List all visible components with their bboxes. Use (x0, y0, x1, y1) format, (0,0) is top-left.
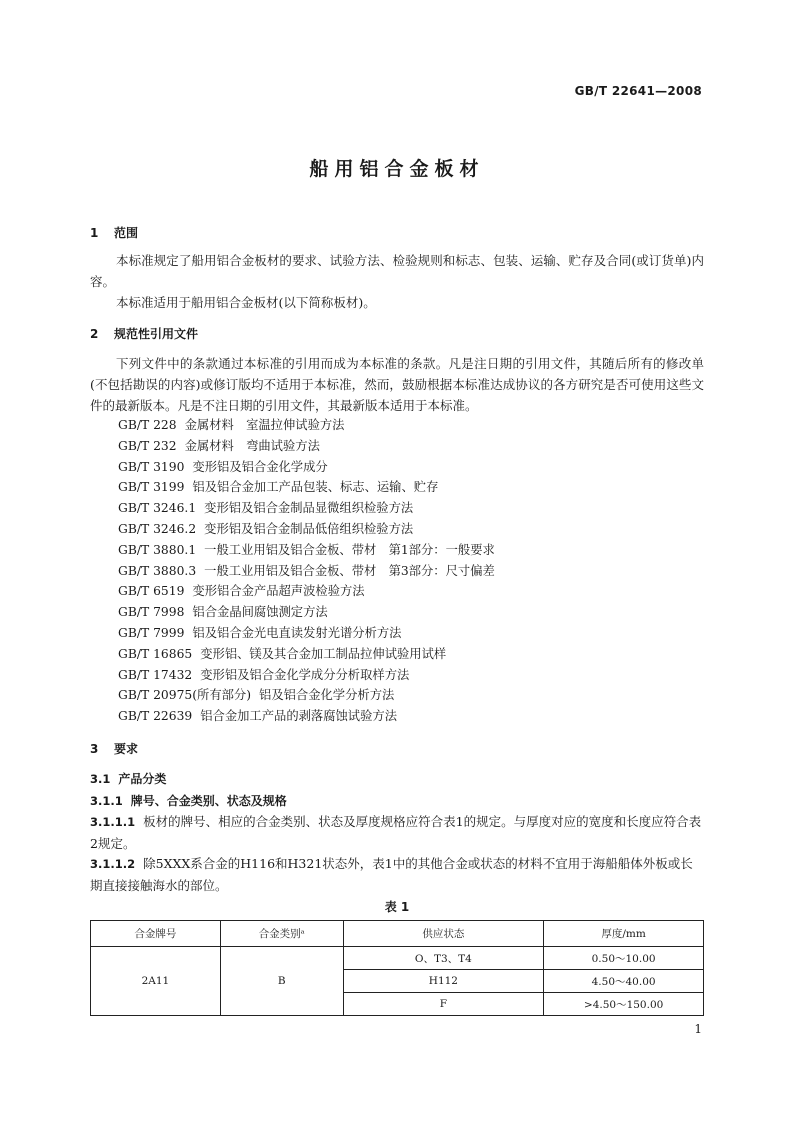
reference-code: GB/T 3190 (118, 459, 185, 474)
section-title: 规范性引用文件 (114, 327, 199, 341)
column-header: 供应状态 (343, 921, 544, 947)
column-header: 合金类别ᵃ (220, 921, 343, 947)
reference-item (118, 477, 495, 498)
supply-state-cell: H112 (343, 970, 544, 993)
reference-code: GB/T 16865 (118, 646, 193, 661)
clause-3-1 (90, 768, 704, 790)
thickness-cell: 0.50～10.00 (544, 947, 704, 970)
reference-item (118, 602, 495, 623)
page-number: 1 (694, 1022, 702, 1036)
reference-code: GB/T 3880.3 (118, 563, 197, 578)
clause-number: 3.1 (90, 772, 111, 786)
reference-item (118, 623, 495, 644)
reference-title: 变形铝及铝合金制品显微组织检验方法 (204, 501, 414, 516)
reference-title: 铝及铝合金光电直读发射光谱分析方法 (192, 625, 402, 640)
section-1-paragraph-1: 本标准规定了船用铝合金板材的要求、试验方法、检验规则和标志、包装、运输、贮存及合同(或订货单)内容。 (90, 253, 704, 289)
reference-title: 变形铝及铝合金化学成分分析取样方法 (200, 667, 410, 682)
reference-title: 铝及铝合金加工产品包装、标志、运输、贮存 (192, 480, 439, 495)
supply-state-cell: O、T3、T4 (343, 947, 544, 970)
table-header-row (91, 921, 704, 947)
reference-code: GB/T 232 (118, 438, 177, 453)
reference-title: 铝及铝合金化学分析方法 (259, 688, 395, 703)
section-2-intro: 下列文件中的条款通过本标准的引用而成为本标准的条款。凡是注日期的引用文件，其随后所有的修改单(不包括勘误的内容)或修订版均不适用于本标准，然而，鼓励根据本标准达成协议的各方研究是否可使用这些文件的最新版本。凡是不注日期的引用文件，其最新版本适用于本标准。 (90, 356, 704, 413)
supply-state-cell: F (343, 993, 544, 1016)
reference-item (118, 561, 495, 582)
reference-title: 金属材料 室温拉伸试验方法 (184, 418, 345, 432)
alloy-category-cell: B (220, 947, 343, 1016)
reference-title: 一般工业用铝及铝合金板、带材 第1部分：一般要求 (204, 542, 495, 557)
section-number: 2 (90, 327, 99, 341)
alloy-grade-cell: 2A11 (91, 947, 221, 1016)
reference-code: GB/T 3880.1 (118, 542, 197, 557)
reference-code: GB/T 7998 (118, 605, 185, 620)
reference-code: GB/T 228 (118, 418, 177, 432)
section-3-heading (90, 740, 138, 757)
reference-code: GB/T 3199 (118, 480, 185, 495)
reference-code: GB/T 7999 (118, 625, 185, 640)
reference-item (118, 581, 495, 602)
reference-title: 金属材料 弯曲试验方法 (184, 438, 320, 453)
section-2-heading (90, 325, 198, 342)
thickness-cell: 4.50～40.00 (544, 970, 704, 993)
reference-title: 变形铝及铝合金化学成分 (192, 459, 328, 474)
clause-3-1-1-2 (90, 853, 704, 896)
standard-number: GB/T 22641—2008 (574, 84, 702, 98)
section-number: 1 (90, 226, 99, 240)
reference-title: 一般工业用铝及铝合金板、带材 第3部分：尺寸偏差 (204, 563, 495, 578)
section-1-paragraph-2: 本标准适用于船用铝合金板材(以下简称板材)。 (116, 295, 376, 310)
table-row (91, 947, 704, 970)
clause-number: 3.1.1 (90, 794, 123, 808)
clause-text: 板材的牌号、相应的合金类别、状态及厚度规格应符合表1的规定。与厚度对应的宽度和长度应符合表2规定。 (90, 814, 702, 851)
column-header: 厚度/mm (544, 921, 704, 947)
reference-item (118, 665, 495, 686)
reference-item (118, 519, 495, 540)
section-number: 3 (90, 742, 99, 756)
column-header: 合金牌号 (91, 921, 221, 947)
reference-title: 变形铝及铝合金制品低倍组织检验方法 (204, 521, 414, 536)
reference-item (118, 644, 495, 665)
reference-code: GB/T 3246.1 (118, 501, 197, 516)
clause-title: 产品分类 (118, 772, 167, 786)
reference-item (118, 415, 495, 436)
reference-title: 铝合金加工产品的剥落腐蚀试验方法 (200, 709, 397, 724)
clause-3-1-1-1 (90, 811, 704, 854)
reference-title: 变形铝、镁及其合金加工制品拉伸试验用试样 (200, 646, 447, 661)
clause-3-1-1 (90, 790, 704, 812)
reference-code: GB/T 6519 (118, 584, 185, 599)
reference-item (118, 436, 495, 457)
clause-number: 3.1.1.2 (90, 857, 136, 871)
reference-title: 变形铝合金产品超声波检验方法 (192, 584, 365, 599)
clause-title: 牌号、合金类别、状态及规格 (130, 794, 287, 808)
reference-code: GB/T 20975(所有部分) (118, 688, 252, 703)
document-title: 船用铝合金板材 (309, 158, 485, 180)
reference-title: 铝合金晶间腐蚀测定方法 (192, 605, 328, 620)
reference-item (118, 498, 495, 519)
reference-list (118, 415, 495, 727)
reference-item (118, 540, 495, 561)
reference-item (118, 706, 495, 727)
reference-item (118, 685, 495, 706)
section-title: 要求 (114, 742, 139, 756)
table-caption: 表 1 (384, 900, 410, 914)
reference-item (118, 457, 495, 478)
reference-code: GB/T 3246.2 (118, 521, 197, 536)
section-title: 范围 (114, 226, 139, 240)
thickness-cell: >4.50～150.00 (544, 993, 704, 1016)
clause-number: 3.1.1.1 (90, 815, 136, 829)
reference-code: GB/T 17432 (118, 667, 193, 682)
clause-text: 除5XXX系合金的H116和H321状态外，表1中的其他合金或状态的材料不宜用于海船船体外板或长期直接接触海水的部位。 (90, 856, 693, 893)
section-1-heading (90, 224, 138, 241)
alloy-spec-table (90, 920, 704, 1016)
reference-code: GB/T 22639 (118, 709, 193, 724)
